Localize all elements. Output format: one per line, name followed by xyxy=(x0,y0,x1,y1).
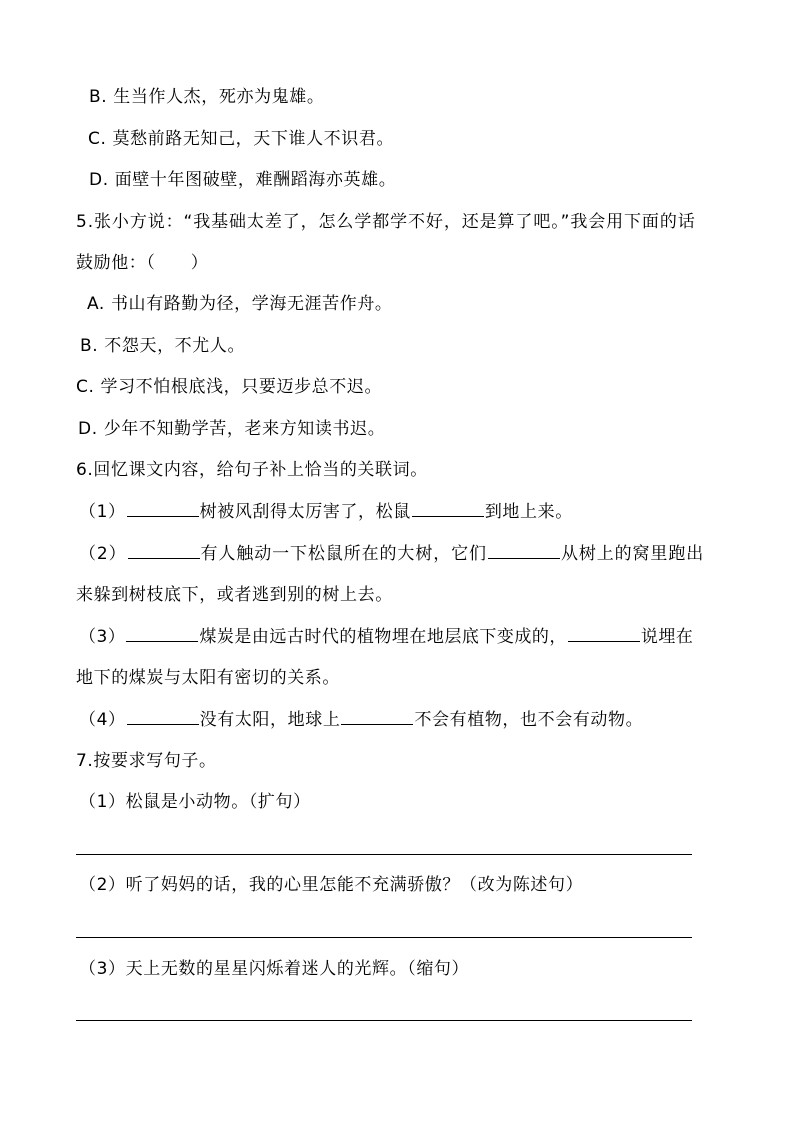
q6-sentence-4 xyxy=(79,708,643,731)
q5-stem-line1: 5.张小方说：“我基础太差了，怎么学都学不好，还是算了吧。”我会用下面的话 xyxy=(76,212,696,232)
q6-s4-text: 没有太阳，地球上 xyxy=(199,710,341,730)
q6-s2-number: （2） xyxy=(79,544,127,564)
answer-blank[interactable] xyxy=(128,542,200,559)
answer-blank[interactable] xyxy=(341,708,413,725)
q6-s4-number: （4） xyxy=(79,710,126,730)
answer-blank[interactable] xyxy=(412,500,484,517)
answer-blank[interactable] xyxy=(568,625,640,642)
q6-sentence-1 xyxy=(79,500,573,523)
q6-s3-number: （3） xyxy=(79,627,126,647)
answer-blank[interactable] xyxy=(488,542,560,559)
q6-s1-number: （1） xyxy=(79,502,126,522)
q6-s3-line2: 地下的煤炭与太阳有密切的关系。 xyxy=(76,668,340,688)
q6-s1-end: 到地上来。 xyxy=(484,502,573,522)
q7-sentence-1: （1）松鼠是小动物。（扩句） xyxy=(79,792,311,812)
q5-option-b: B. 不怨天，不尤人。 xyxy=(80,336,246,356)
q6-stem: 6.回忆课文内容，给句子补上恰当的关联词。 xyxy=(76,460,428,480)
q6-s1-text: 树被风刮得太厉害了，松鼠 xyxy=(199,502,411,522)
q6-sentence-3 xyxy=(79,625,693,648)
q6-s4-end: 不会有植物，也不会有动物。 xyxy=(414,710,644,730)
q5-option-c: C. 学习不怕根底浅，只要迈步总不迟。 xyxy=(76,377,383,397)
q4-option-b: B. 生当作人杰，死亦为鬼雄。 xyxy=(89,87,325,107)
answer-line[interactable] xyxy=(76,937,692,938)
q6-s2-line2: 来躲到树枝底下，或者逃到别的树上去。 xyxy=(76,585,393,605)
answer-line[interactable] xyxy=(76,1020,692,1021)
answer-line[interactable] xyxy=(76,854,692,855)
q6-sentence-2 xyxy=(79,542,704,565)
q6-s3-end: 说埋在 xyxy=(640,627,694,647)
q7-stem: 7.按要求写句子。 xyxy=(76,751,217,771)
q6-s2-end: 从树上的窝里跑出 xyxy=(560,544,705,564)
q5-option-a: A. 书山有路勤为径，学海无涯苦作舟。 xyxy=(87,294,393,314)
q6-s2-text: 有人触动一下松鼠所在的大树，它们 xyxy=(200,544,487,564)
q4-option-c: C. 莫愁前路无知己，天下谁人不识君。 xyxy=(88,129,395,149)
q4-option-d: D. 面壁十年图破壁，难酬蹈海亦英雄。 xyxy=(89,170,397,190)
q5-stem-line2: 鼓励他：（ ） xyxy=(76,253,209,273)
answer-blank[interactable] xyxy=(126,625,198,642)
answer-blank[interactable] xyxy=(127,500,199,517)
q6-s3-text: 煤炭是由远古时代的植物埋在地层底下变成的， xyxy=(199,627,567,647)
q5-option-d: D. 少年不知勤学苦，老来方知读书迟。 xyxy=(78,419,386,439)
answer-blank[interactable] xyxy=(127,708,199,725)
q7-sentence-3: （3）天上无数的星星闪烁着迷人的光辉。（缩句） xyxy=(79,959,470,979)
q7-sentence-2: （2）听了妈妈的话，我的心里怎能不充满骄傲？（改为陈述句） xyxy=(79,875,584,895)
